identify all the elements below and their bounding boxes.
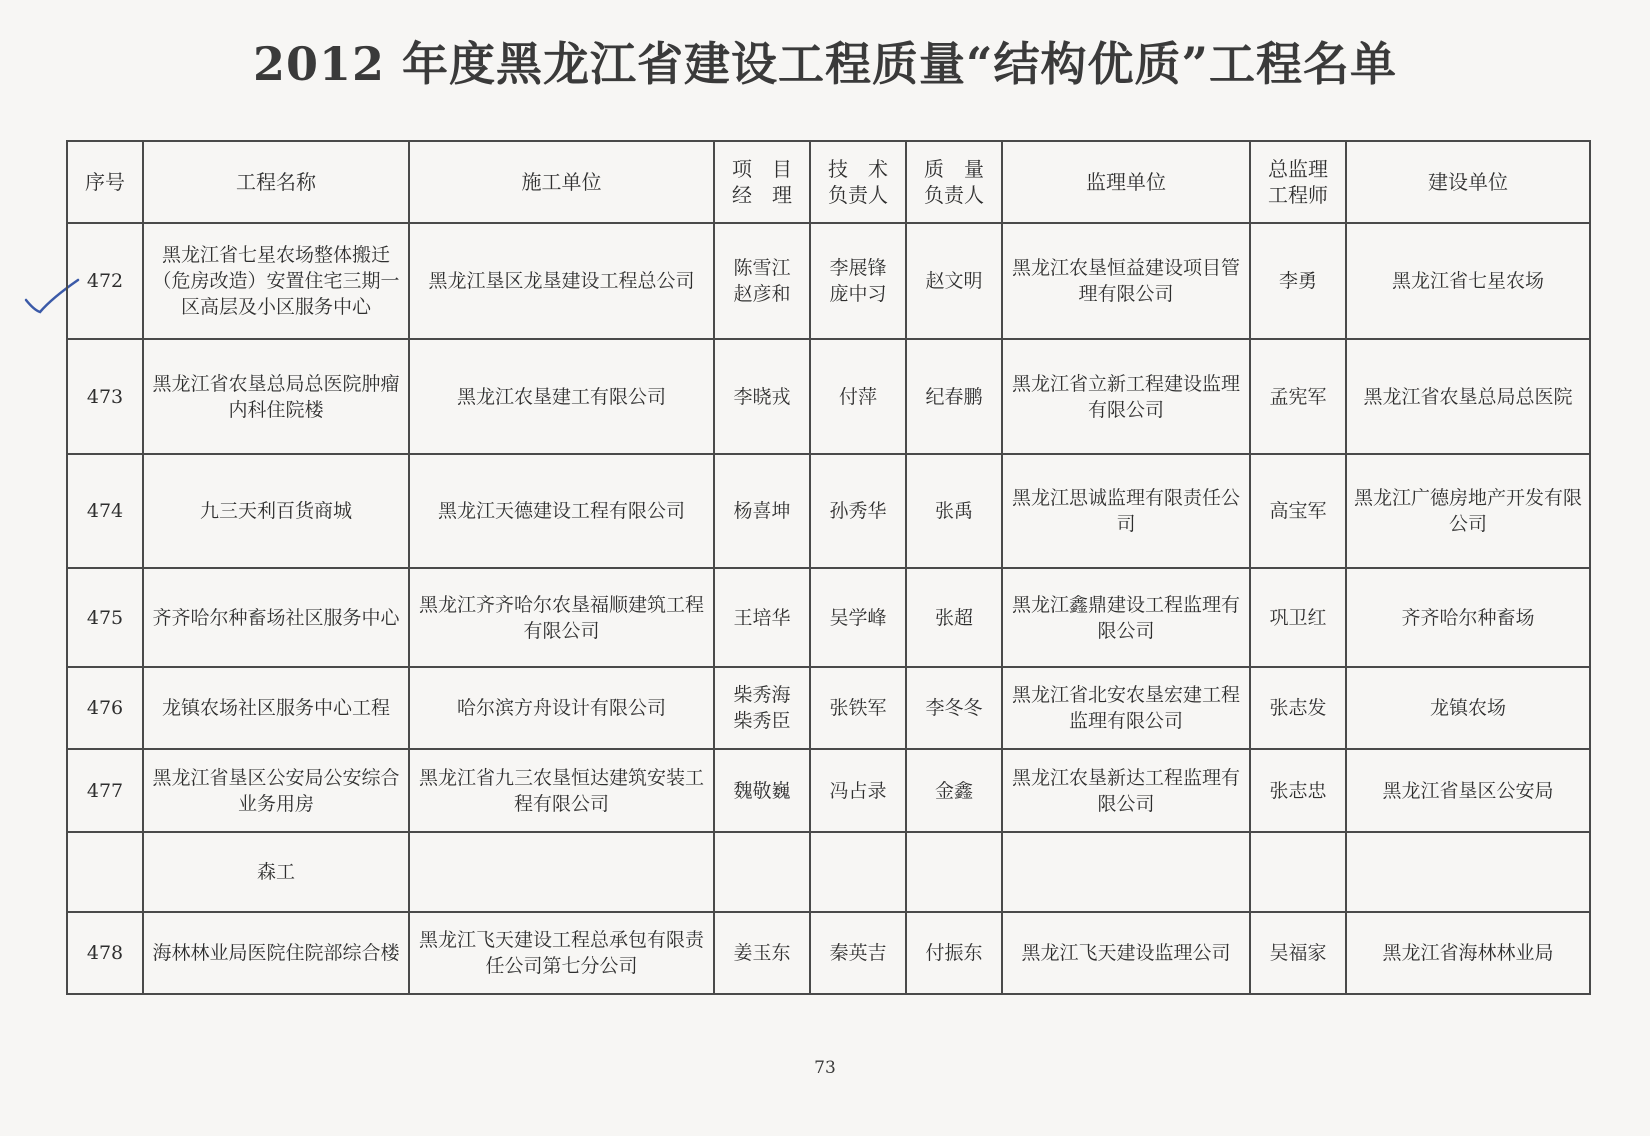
cell-tech-lead: 付萍 <box>810 339 906 454</box>
cell-empty <box>810 832 906 912</box>
header-tech-lead: 技 术 负责人 <box>810 141 906 223</box>
cell-seq: 476 <box>67 667 143 749</box>
cell-contractor: 黑龙江天德建设工程有限公司 <box>409 454 714 568</box>
cell-chief-engineer: 张志发 <box>1250 667 1346 749</box>
cell-owner: 黑龙江省七星农场 <box>1346 223 1590 339</box>
cell-contractor: 哈尔滨方舟设计有限公司 <box>409 667 714 749</box>
header-quality-lead: 质 量 负责人 <box>906 141 1002 223</box>
cell-project-manager: 李晓戎 <box>714 339 810 454</box>
header-seq: 序号 <box>67 141 143 223</box>
table-row <box>67 568 1590 667</box>
cell-empty <box>409 832 714 912</box>
cell-project-name: 黑龙江省垦区公安局公安综合业务用房 <box>143 749 409 832</box>
section-label: 森工 <box>143 832 409 912</box>
cell-owner: 黑龙江广德房地产开发有限公司 <box>1346 454 1590 568</box>
cell-tech-lead: 李展锋 庞中习 <box>810 223 906 339</box>
cell-quality-lead: 赵文明 <box>906 223 1002 339</box>
cell-owner: 黑龙江省农垦总局总医院 <box>1346 339 1590 454</box>
cell-seq: 478 <box>67 912 143 994</box>
cell-project-name: 黑龙江省农垦总局总医院肿瘤内科住院楼 <box>143 339 409 454</box>
cell-supervisor: 黑龙江省北安农垦宏建工程监理有限公司 <box>1002 667 1250 749</box>
cell-tech-lead: 张铁军 <box>810 667 906 749</box>
section-row <box>67 832 1590 912</box>
cell-contractor: 黑龙江垦区龙垦建设工程总公司 <box>409 223 714 339</box>
header-chief-engineer: 总监理 工程师 <box>1250 141 1346 223</box>
cell-tech-lead: 吴学峰 <box>810 568 906 667</box>
cell-quality-lead: 张禹 <box>906 454 1002 568</box>
cell-tech-lead: 秦英吉 <box>810 912 906 994</box>
cell-project-manager: 陈雪江 赵彦和 <box>714 223 810 339</box>
table-row <box>67 454 1590 568</box>
cell-project-manager: 姜玉东 <box>714 912 810 994</box>
cell-supervisor: 黑龙江省立新工程建设监理有限公司 <box>1002 339 1250 454</box>
cell-contractor: 黑龙江省九三农垦恒达建筑安装工程有限公司 <box>409 749 714 832</box>
cell-seq: 473 <box>67 339 143 454</box>
cell-project-name: 海林林业局医院住院部综合楼 <box>143 912 409 994</box>
cell-supervisor: 黑龙江农垦恒益建设项目管理有限公司 <box>1002 223 1250 339</box>
cell-chief-engineer: 吴福家 <box>1250 912 1346 994</box>
cell-owner: 齐齐哈尔种畜场 <box>1346 568 1590 667</box>
cell-supervisor: 黑龙江飞天建设监理公司 <box>1002 912 1250 994</box>
cell-chief-engineer: 孟宪军 <box>1250 339 1346 454</box>
cell-project-name: 龙镇农场社区服务中心工程 <box>143 667 409 749</box>
cell-project-name: 黑龙江省七星农场整体搬迁（危房改造）安置住宅三期一区高层及小区服务中心 <box>143 223 409 339</box>
project-register-table <box>66 140 1591 995</box>
cell-owner: 黑龙江省海林林业局 <box>1346 912 1590 994</box>
cell-seq: 474 <box>67 454 143 568</box>
cell-project-manager: 王培华 <box>714 568 810 667</box>
cell-empty <box>1002 832 1250 912</box>
cell-supervisor: 黑龙江鑫鼎建设工程监理有限公司 <box>1002 568 1250 667</box>
cell-empty <box>1250 832 1346 912</box>
cell-tech-lead: 冯占录 <box>810 749 906 832</box>
header-project-manager: 项 目 经 理 <box>714 141 810 223</box>
cell-project-manager: 柴秀海 柴秀臣 <box>714 667 810 749</box>
cell-owner: 龙镇农场 <box>1346 667 1590 749</box>
cell-contractor: 黑龙江飞天建设工程总承包有限责任公司第七分公司 <box>409 912 714 994</box>
header-project-name: 工程名称 <box>143 141 409 223</box>
table-row <box>67 339 1590 454</box>
cell-chief-engineer: 李勇 <box>1250 223 1346 339</box>
cell-supervisor: 黑龙江思诚监理有限责任公司 <box>1002 454 1250 568</box>
header-contractor: 施工单位 <box>409 141 714 223</box>
cell-quality-lead: 金鑫 <box>906 749 1002 832</box>
cell-project-name: 齐齐哈尔种畜场社区服务中心 <box>143 568 409 667</box>
cell-tech-lead: 孙秀华 <box>810 454 906 568</box>
cell-seq: 475 <box>67 568 143 667</box>
cell-chief-engineer: 张志忠 <box>1250 749 1346 832</box>
cell-empty <box>906 832 1002 912</box>
cell-quality-lead: 付振东 <box>906 912 1002 994</box>
cell-quality-lead: 李冬冬 <box>906 667 1002 749</box>
header-owner: 建设单位 <box>1346 141 1590 223</box>
cell-chief-engineer: 高宝军 <box>1250 454 1346 568</box>
cell-chief-engineer: 巩卫红 <box>1250 568 1346 667</box>
page-number: 73 <box>814 1058 836 1078</box>
cell-quality-lead: 张超 <box>906 568 1002 667</box>
cell-empty <box>67 832 143 912</box>
cell-empty <box>714 832 810 912</box>
header-supervisor: 监理单位 <box>1002 141 1250 223</box>
cell-seq: 472 <box>67 223 143 339</box>
table-row <box>67 749 1590 832</box>
page-title: 2012 年度黑龙江省建设工程质量“结构优质”工程名单 <box>253 37 1397 91</box>
cell-contractor: 黑龙江齐齐哈尔农垦福顺建筑工程有限公司 <box>409 568 714 667</box>
table-row <box>67 667 1590 749</box>
table-row <box>67 223 1590 339</box>
cell-owner: 黑龙江省垦区公安局 <box>1346 749 1590 832</box>
cell-project-manager: 杨喜坤 <box>714 454 810 568</box>
cell-seq: 477 <box>67 749 143 832</box>
cell-project-manager: 魏敬巍 <box>714 749 810 832</box>
cell-supervisor: 黑龙江农垦新达工程监理有限公司 <box>1002 749 1250 832</box>
header-row <box>67 141 1590 223</box>
cell-contractor: 黑龙江农垦建工有限公司 <box>409 339 714 454</box>
table-row <box>67 912 1590 994</box>
cell-project-name: 九三天利百货商城 <box>143 454 409 568</box>
cell-quality-lead: 纪春鹏 <box>906 339 1002 454</box>
cell-empty <box>1346 832 1590 912</box>
